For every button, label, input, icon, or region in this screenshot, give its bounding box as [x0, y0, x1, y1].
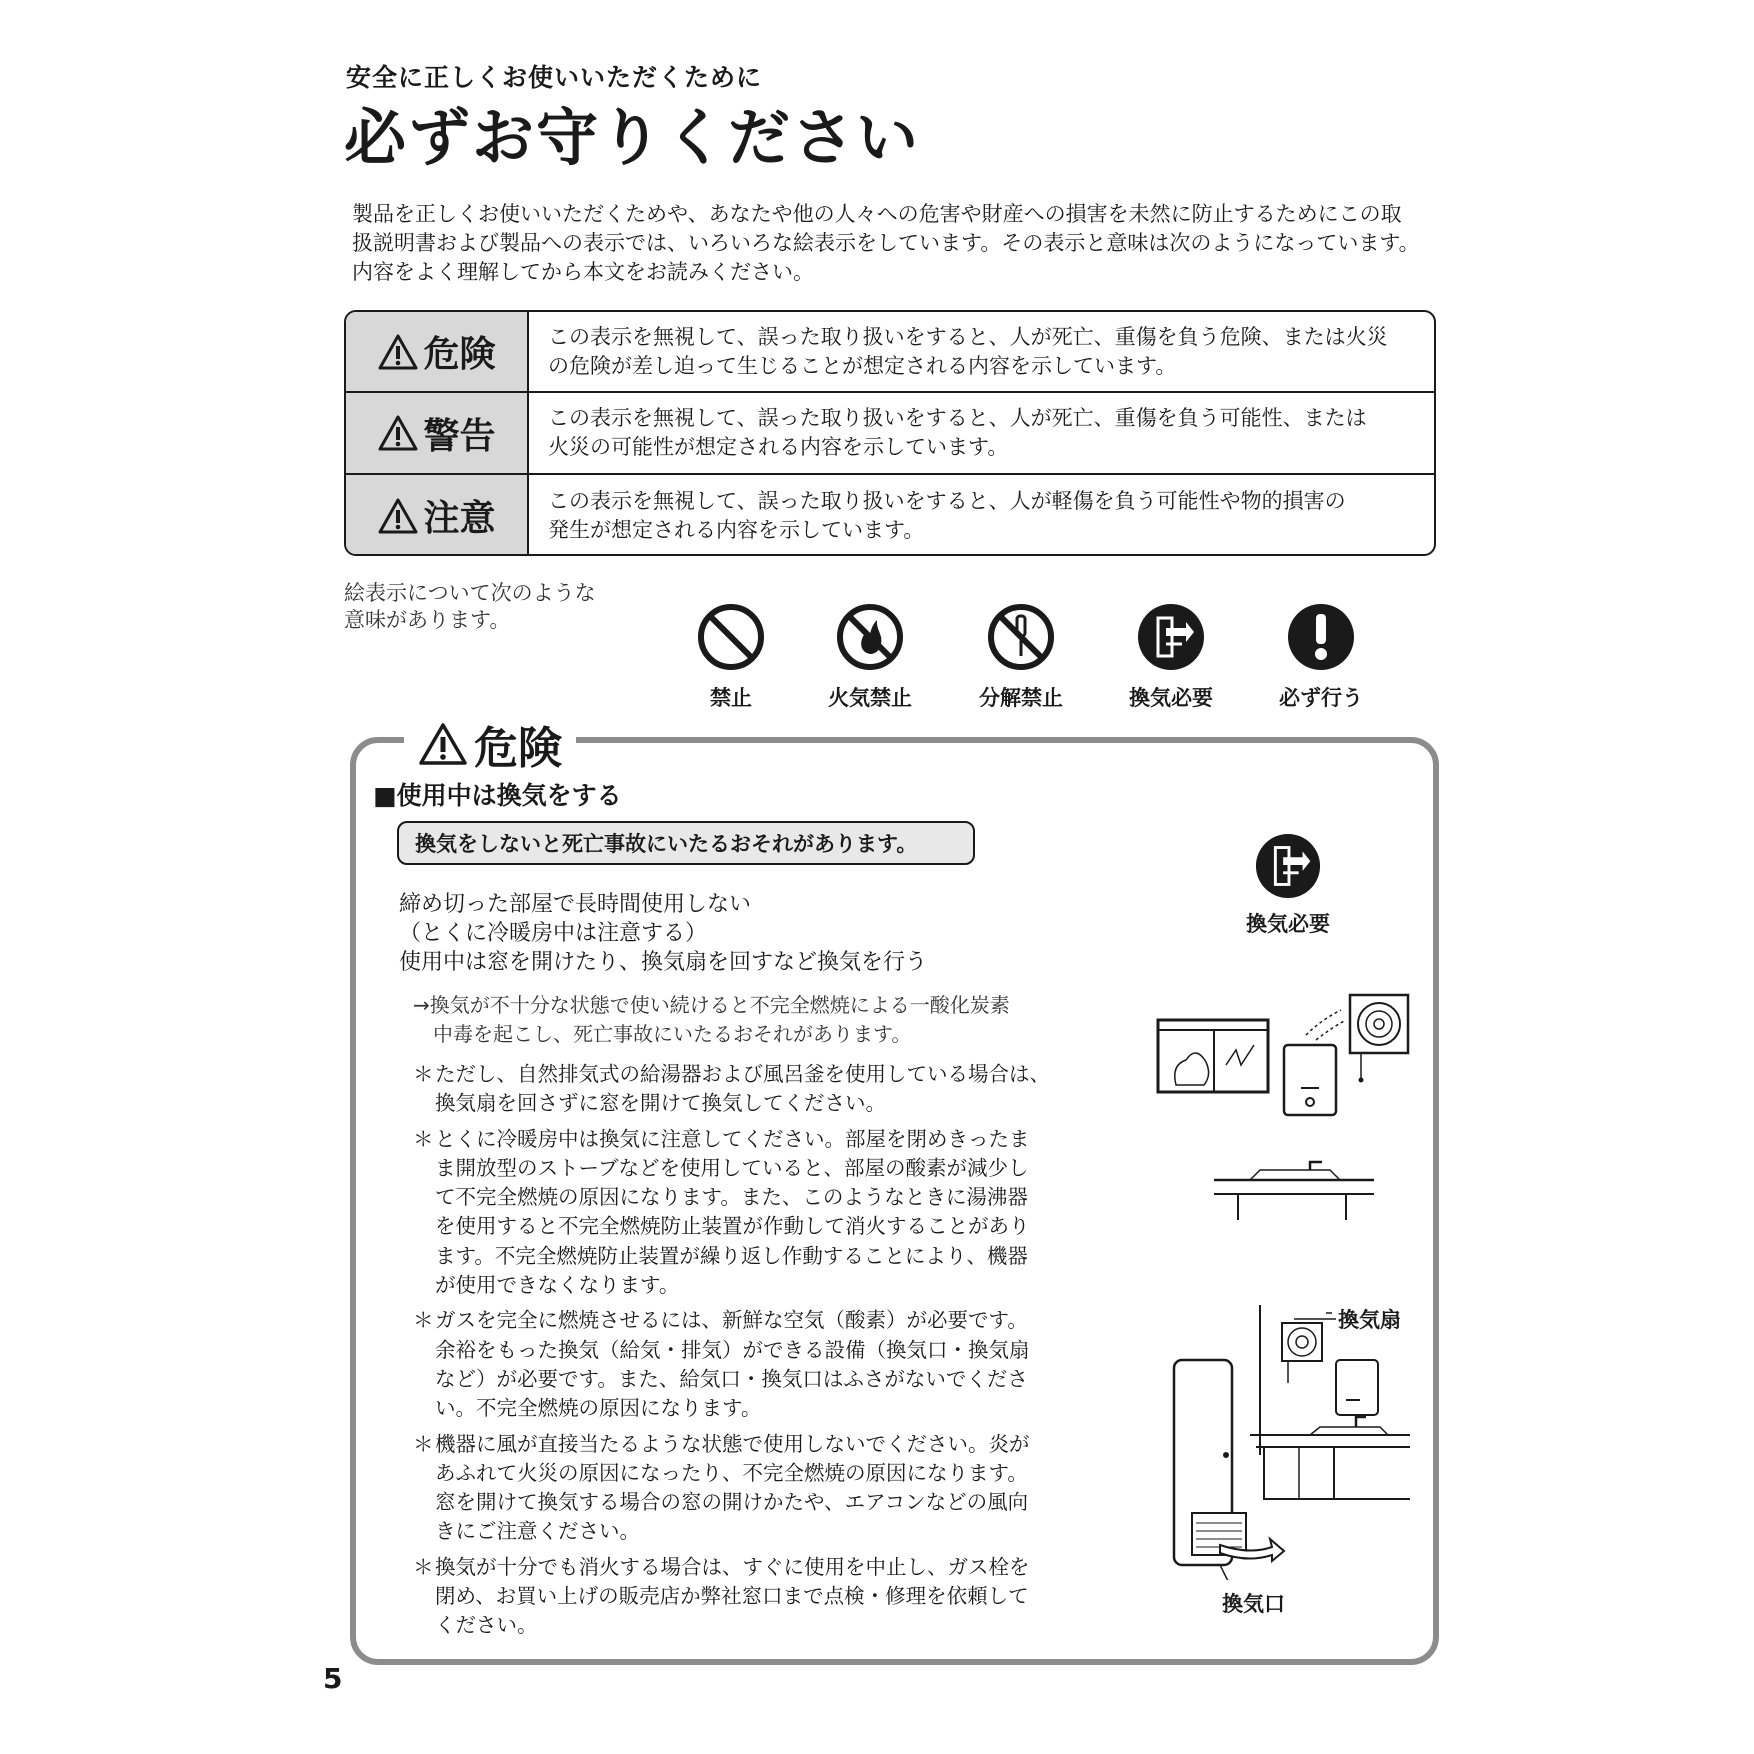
legend-line: 発生が想定される内容を示しています。 — [548, 517, 925, 542]
danger-header-text: 危険 — [474, 723, 562, 774]
ventilation-label: 換気必要 — [1246, 912, 1330, 936]
note-item — [413, 1306, 1103, 1423]
note-line: 換気が十分でも消火する場合は、すぐに使用を中止し、ガス栓を — [435, 1554, 1030, 1579]
prohibition-icon — [696, 602, 766, 672]
legend-line: この表示を無視して、誤った取り扱いをすると、人が軽傷を負う可能性や物的損害の — [548, 488, 1346, 513]
symbols-note-line: 意味があります。 — [344, 608, 511, 632]
legend-line: この表示を無視して、誤った取り扱いをすると、人が死亡、重傷を負う可能性、または — [548, 406, 1367, 430]
note-line: が使用できなくなります。 — [435, 1273, 680, 1298]
note-line: など）が必要です。また、給気口・換気口はふさがないでくださ — [435, 1366, 1028, 1391]
note-line: ます。不完全燃焼防止装置が繰り返し作動することにより、機器 — [435, 1243, 1028, 1268]
room-ventilation-illustration — [1160, 1305, 1410, 1580]
note-item — [413, 1553, 1103, 1641]
legend-label-danger — [346, 312, 529, 391]
note-line: ください。 — [435, 1613, 538, 1638]
ventilation-required-badge — [1228, 832, 1348, 938]
legend-description — [548, 323, 1428, 381]
legend-label-warning — [346, 393, 529, 473]
notes-list — [413, 1060, 1103, 1647]
legend-label-caution — [346, 475, 529, 556]
danger-section-header — [404, 712, 576, 776]
ventilation-required-icon — [1136, 602, 1206, 672]
symbol-mandatory — [1261, 602, 1381, 712]
symbol-label: 火気禁止 — [828, 686, 912, 710]
note-mark: ＊ — [413, 1062, 434, 1086]
symbol-label: 禁止 — [710, 686, 752, 710]
note-line: ま開放型のストーブなどを使用していると、部屋の酸素が減少し — [435, 1155, 1029, 1180]
page-title: 必ずお守りください — [344, 101, 921, 174]
note-item — [413, 1430, 1103, 1547]
legend-row-caution — [346, 475, 1434, 556]
symbol-label: 換気必要 — [1129, 686, 1213, 710]
note-mark: ＊ — [413, 1554, 434, 1579]
instruction-line: 使用中は窓を開けたり、換気扇を回すなど換気を行う — [399, 950, 928, 975]
note-line: あふれて火災の原因になったり、不完全燃焼の原因になります。 — [435, 1460, 1028, 1485]
note-mark: ＊ — [413, 1431, 434, 1456]
consequence-note — [413, 991, 1010, 1049]
intro-paragraph — [352, 200, 1492, 287]
note-line: →換気が不十分な状態で使い続けると不完全燃焼による一酸化炭素 — [413, 993, 1010, 1017]
window-heater-fan-illustration — [1156, 990, 1416, 1125]
intro-line: 製品を正しくお使いいただくためや、あなたや他の人々への危害や財産への損害を未然に防止するためにこの取 — [352, 202, 1402, 226]
fan-label: 換気扇 — [1338, 1308, 1401, 1332]
warning-triangle-icon — [377, 497, 419, 535]
instruction-line: （とくに冷暖房中は注意する） — [399, 921, 708, 946]
note-line: ガスを完全に燃焼させるには、新鮮な空気（酸素）が必要です。 — [435, 1308, 1028, 1333]
note-line: きにご注意ください。 — [435, 1519, 640, 1544]
note-line: 機器に風が直接当たるような状態で使用しないでください。炎が — [435, 1431, 1030, 1456]
legend-line: この表示を無視して、誤った取り扱いをすると、人が死亡、重傷を負う危険、または火災 — [548, 324, 1388, 349]
hazard-legend-table — [344, 310, 1436, 556]
legend-row-danger — [346, 312, 1434, 393]
legend-line: の危険が差し迫って生じることが想定される内容を示しています。 — [548, 353, 1177, 378]
note-line: を使用すると不完全燃焼防止装置が作動して消火することがあり — [435, 1214, 1030, 1239]
symbol-label: 分解禁止 — [979, 686, 1063, 710]
mandatory-action-icon — [1286, 602, 1356, 672]
legend-label-text: 注意 — [423, 498, 496, 539]
note-line: とくに冷暖房中は換気に注意してください。部屋を閉めきったま — [435, 1126, 1030, 1151]
note-line: 余裕をもった換気（給気・排気）ができる設備（換気口・換気扇 — [435, 1337, 1030, 1362]
note-item — [413, 1060, 1103, 1119]
warning-triangle-icon — [377, 414, 419, 452]
note-line: 換気扇を回さずに窓を開けて換気してください。 — [435, 1091, 886, 1116]
legend-label-text: 危険 — [423, 334, 496, 375]
page-subtitle: 安全に正しくお使いいただくために — [346, 63, 763, 92]
main-instructions — [399, 890, 927, 977]
warning-callout: 換気をしないと死亡事故にいたるおそれがあります。 — [397, 821, 975, 865]
legend-line: 火災の可能性が想定される内容を示しています。 — [548, 435, 1009, 459]
note-line: 閉め、お買い上げの販売店か弊社窓口まで点検・修理を依頼して — [435, 1584, 1029, 1609]
legend-row-warning — [346, 393, 1434, 475]
ventilation-required-icon — [1254, 832, 1322, 900]
warning-triangle-icon — [418, 721, 468, 767]
instruction-line: 締め切った部屋で長時間使用しない — [399, 892, 752, 917]
symbol-no-disassembly — [961, 602, 1081, 712]
section-heading: ■使用中は換気をする — [373, 781, 622, 810]
symbol-prohibition — [671, 602, 791, 712]
note-line: 窓を開けて換気する場合の窓の開けかたや、エアコンなどの風向 — [435, 1490, 1029, 1515]
no-disassembly-icon — [986, 602, 1056, 672]
legend-label-text: 警告 — [423, 415, 496, 457]
note-line: い。不完全燃焼の原因になります。 — [435, 1396, 762, 1421]
warning-triangle-icon — [377, 333, 419, 371]
note-item — [413, 1125, 1103, 1301]
symbol-ventilation — [1111, 602, 1231, 712]
symbol-label: 必ず行う — [1279, 686, 1363, 710]
vent-label: 換気口 — [1222, 1592, 1285, 1616]
symbols-note — [344, 580, 596, 634]
note-line: ただし、自然排気式の給湯器および風呂釜を使用している場合は、 — [435, 1062, 1050, 1086]
note-mark: ＊ — [413, 1308, 434, 1333]
legend-description — [548, 487, 1428, 545]
intro-line: 内容をよく理解してから本文をお読みください。 — [352, 260, 814, 284]
note-line: 中毒を起こし、死亡事故にいたるおそれがあります。 — [433, 1022, 912, 1046]
note-line: て不完全燃焼の原因になります。また、このようなときに湯沸器 — [435, 1185, 1028, 1210]
page-number: 5 — [323, 1662, 343, 1695]
note-mark: ＊ — [413, 1126, 434, 1151]
symbol-no-fire — [810, 602, 930, 712]
intro-line: 扱説明書および製品への表示では、いろいろな絵表示をしています。その表示と意味は次のようになっています。 — [352, 231, 1420, 255]
legend-description — [548, 404, 1428, 462]
no-fire-icon — [835, 602, 905, 672]
symbols-note-line: 絵表示について次のような — [344, 581, 596, 605]
sink-counter-illustration — [1212, 1160, 1377, 1225]
